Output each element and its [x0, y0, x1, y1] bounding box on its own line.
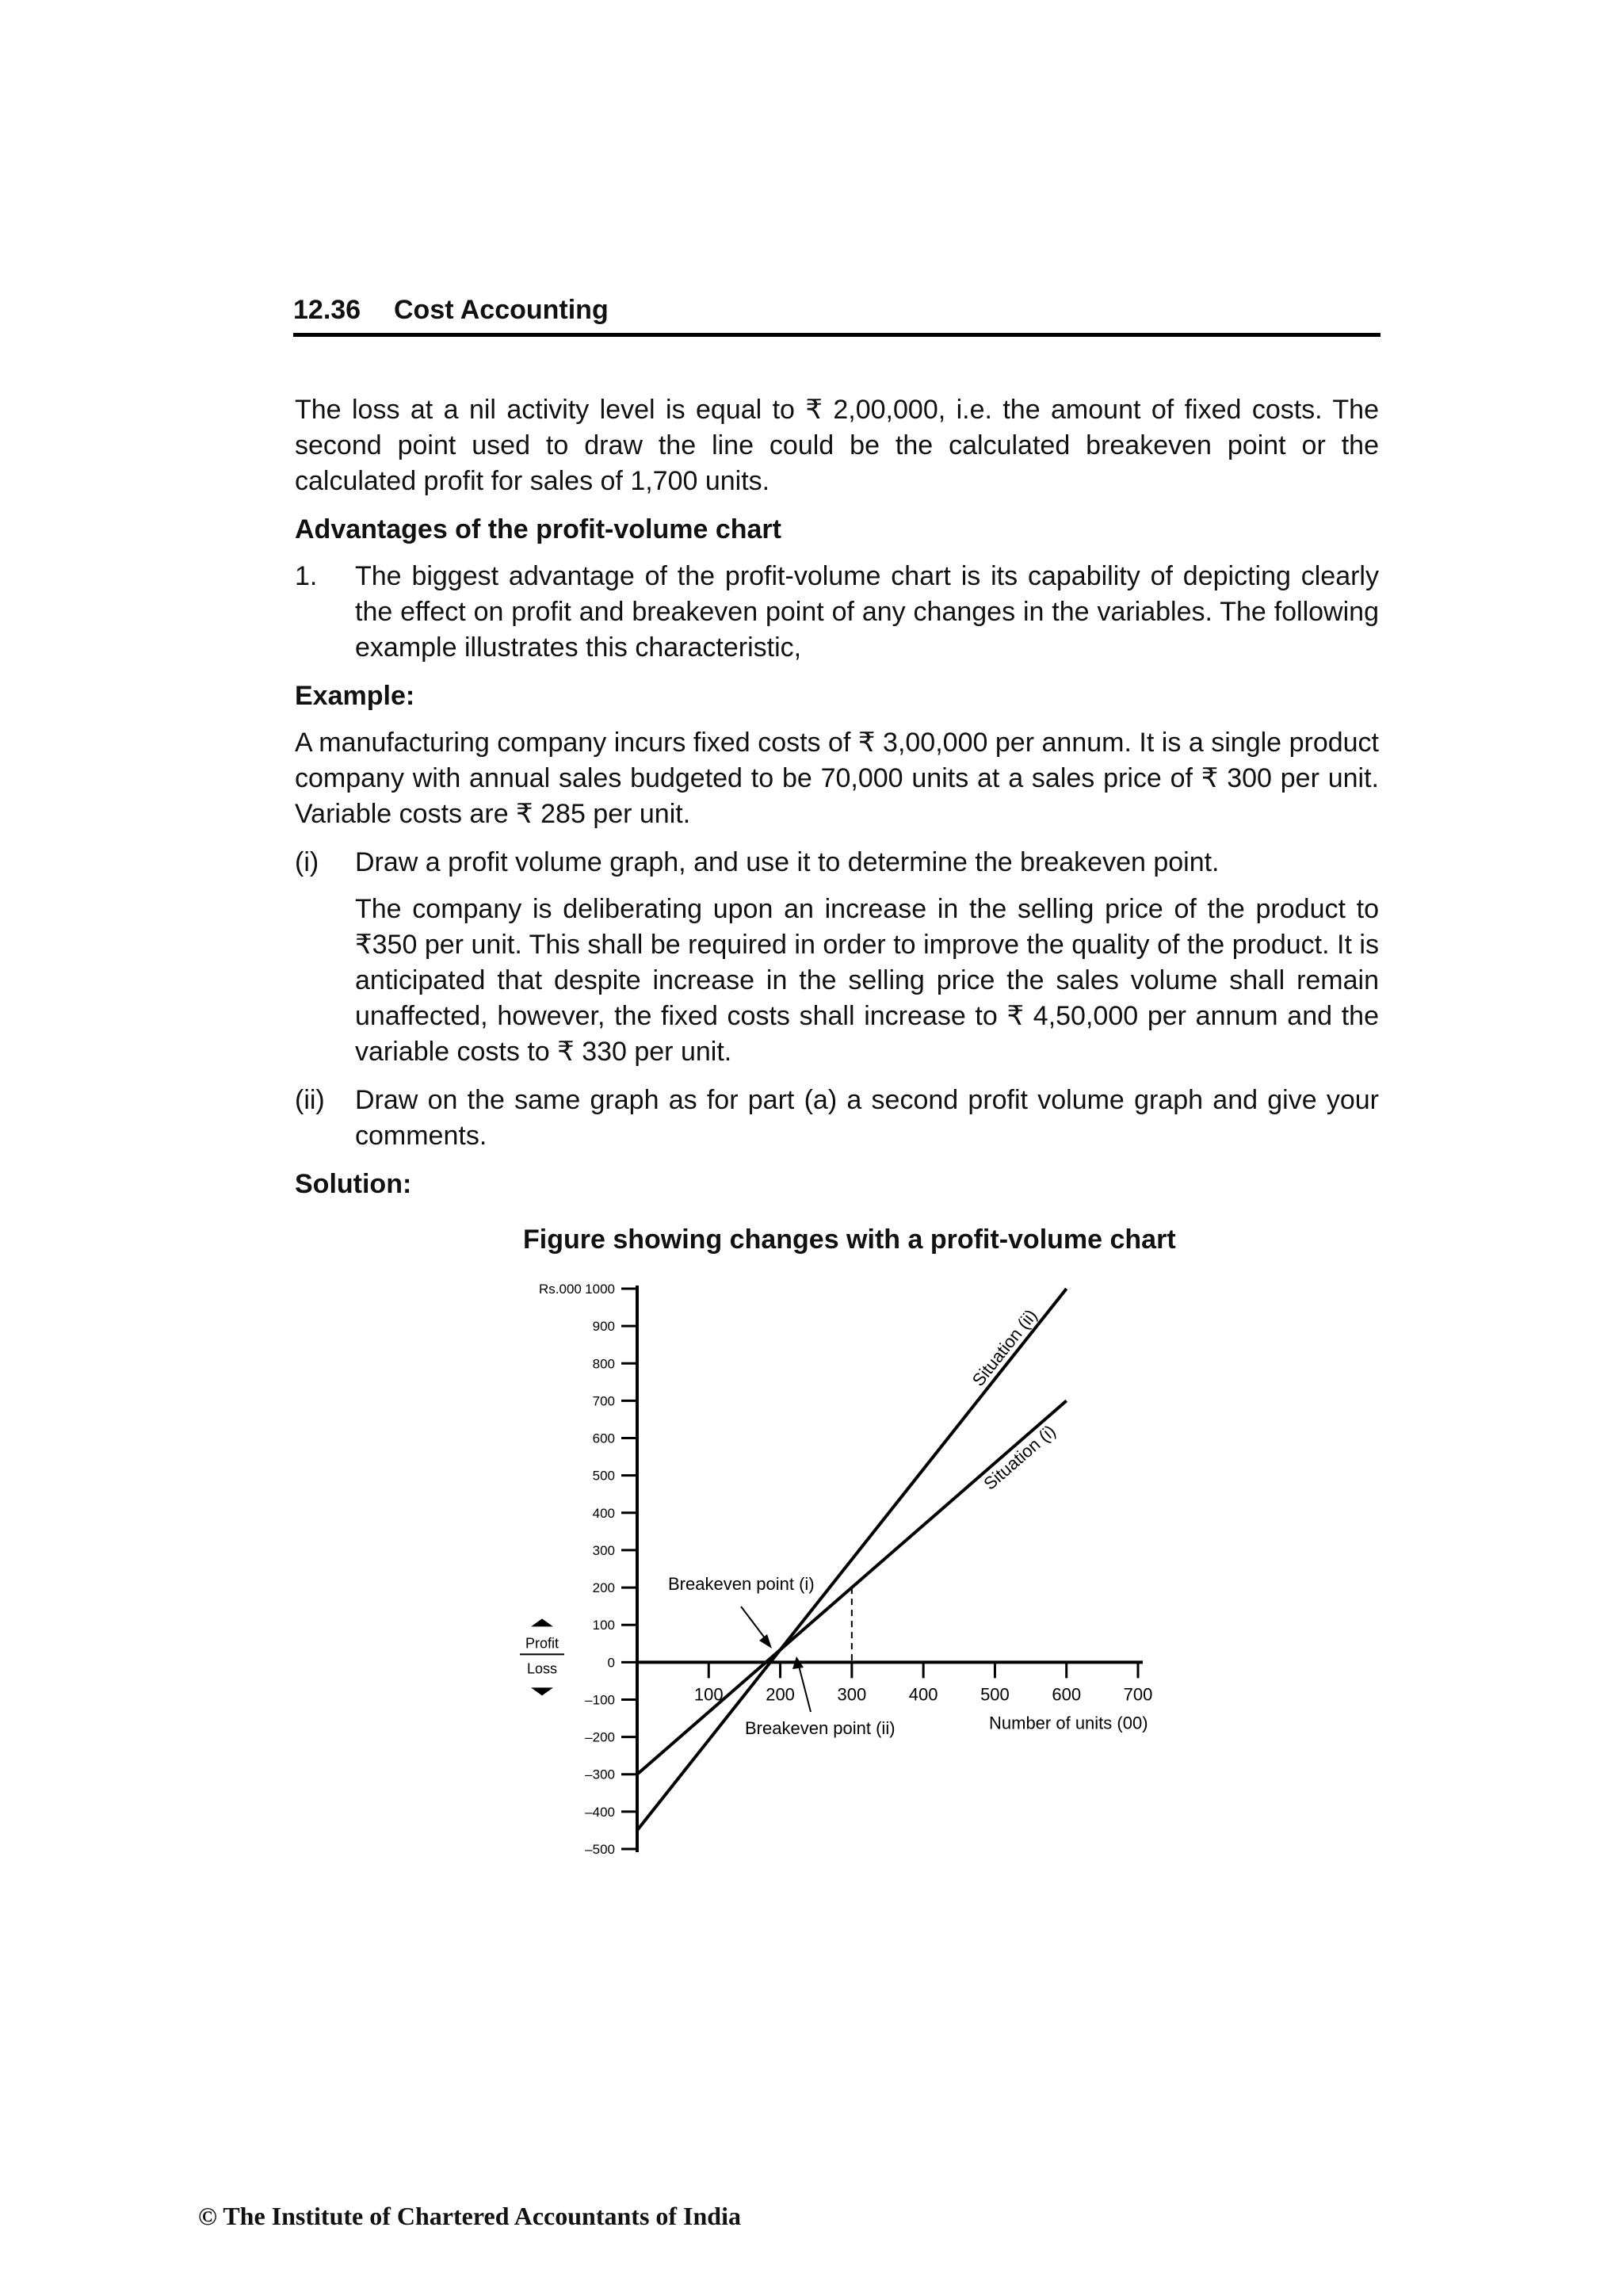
series-line-2 [637, 1289, 1067, 1830]
y-tick-label: 1000 [585, 1282, 615, 1297]
y-tick-label: 500 [592, 1468, 615, 1484]
x-tick-label: 500 [980, 1684, 1010, 1705]
page-number: 12.36 [293, 295, 361, 325]
x-tick-label: 400 [908, 1684, 938, 1705]
part-ii-number: (ii) [295, 1085, 325, 1115]
part-i-number: (i) [295, 847, 319, 877]
profit-label: Profit [525, 1635, 559, 1652]
y-tick-label: 700 [592, 1393, 615, 1409]
series-label-2: Situation (ii) [968, 1305, 1041, 1390]
x-tick-label: 600 [1052, 1684, 1082, 1705]
part-i-followup: The company is deliberating upon an increase in the selling price of the product to ₹350 per unit. This shall be required in order to improve the quality of the product. It is anticipated that despite increase in the selling price the sales volume shall remain unaffected, however, the fixed costs shall increase to ₹ 4,50,000 per annum and the variable costs to ₹ 330 per unit. [355, 894, 1379, 1067]
y-tick-label: 600 [592, 1431, 615, 1446]
breakeven-i-arrow-line [741, 1606, 766, 1639]
series-label-1: Situation (i) [980, 1420, 1060, 1494]
x-tick-label: 700 [1123, 1684, 1153, 1705]
y-tick-label: –200 [585, 1729, 615, 1745]
y-tick-label: –300 [585, 1767, 615, 1782]
x-tick-label: 200 [766, 1684, 795, 1705]
y-tick-label: 900 [592, 1319, 615, 1335]
x-tick-label: 300 [837, 1684, 867, 1705]
x-tick-label: 100 [693, 1684, 724, 1705]
advantages-heading: Advantages of the profit-volume chart [295, 514, 781, 544]
advantage-item-1-number: 1. [295, 561, 318, 591]
loss-arrow-icon [531, 1687, 553, 1695]
breakeven-point-i-label: Breakeven point (i) [668, 1574, 815, 1594]
breakeven-i-arrowhead [759, 1634, 772, 1648]
x-axis-title: Number of units (00) [989, 1713, 1148, 1733]
solution-heading: Solution: [295, 1169, 412, 1199]
example-heading: Example: [295, 681, 415, 711]
profit-arrow-icon [531, 1618, 553, 1626]
advantage-item-1-text: The biggest advantage of the profit-volume chart is its capability of depicting clearly the effect on profit and breakeven point of any changes in the variables. The following example illustrates this characteristic, [355, 561, 1379, 663]
running-title: Cost Accounting [394, 295, 609, 325]
y-unit-label: Rs.000 [539, 1282, 582, 1297]
breakeven-ii-arrow-line [799, 1666, 811, 1712]
y-tick-label: 100 [592, 1618, 615, 1633]
loss-label: Loss [526, 1660, 558, 1677]
part-i-text: Draw a profit volume graph, and use it to determine the breakeven point. [355, 847, 1220, 877]
y-tick-label: –500 [585, 1842, 615, 1857]
example-paragraph: A manufacturing company incurs fixed costs of ₹ 3,00,000 per annum. It is a single product company with annual sales budgeted to be 70,000 units at a sales price of ₹ 300 per unit. Variable costs are ₹ 285 per unit. [295, 728, 1379, 829]
figure-title: Figure showing changes with a profit-volume chart [523, 1224, 1176, 1255]
breakeven-point-ii-label: Breakeven point (ii) [745, 1718, 896, 1738]
y-tick-label: 800 [592, 1356, 615, 1372]
y-tick-label: 200 [592, 1580, 615, 1596]
y-tick-label: –400 [585, 1804, 615, 1820]
part-ii-text: Draw on the same graph as for part (a) a second profit volume graph and give your comments. [355, 1085, 1379, 1151]
y-tick-label: 400 [592, 1505, 615, 1521]
y-tick-label: 300 [592, 1542, 615, 1558]
intro-paragraph: The loss at a nil activity level is equal to ₹ 2,00,000, i.e. the amount of fixed costs. The second point used to draw the line could be the calculated breakeven point or the calculated profit for sales of 1,700 units. [295, 395, 1379, 496]
y-tick-label: 0 [607, 1655, 615, 1671]
y-tick-label: –100 [585, 1692, 615, 1708]
footer-copyright: © The Institute of Chartered Accountants of India [198, 2202, 741, 2230]
